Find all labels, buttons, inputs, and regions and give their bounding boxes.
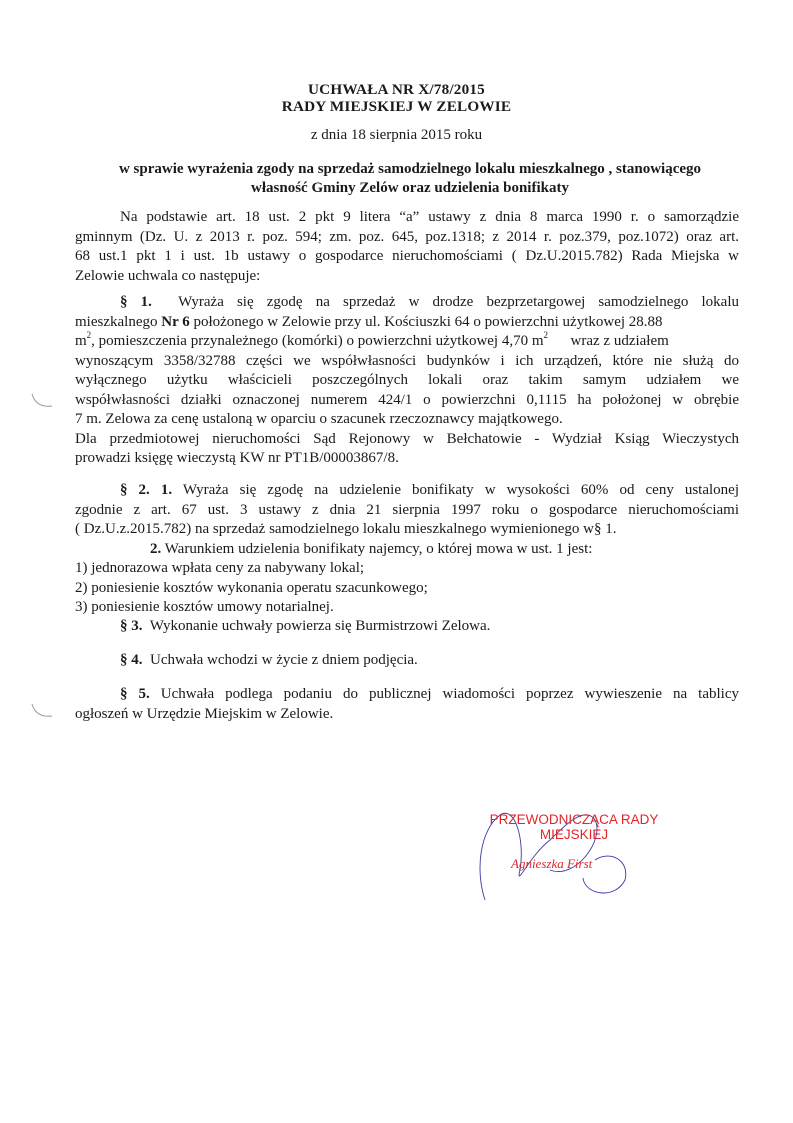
council-name: RADY MIEJSKIEJ W ZELOWIE xyxy=(281,98,512,115)
stamp-signatory-name: Agnieszka First xyxy=(511,856,593,871)
section-text: Wykonanie uchwały powierza się Burmistrzowi Zelowa. xyxy=(142,618,491,634)
section-mark: § 1. xyxy=(120,294,152,310)
condition-item: 3) poniesienie kosztów umowy notarialnej. xyxy=(75,599,334,615)
chairwoman-stamp xyxy=(474,812,674,871)
section-text: wynoszącym 3358/32788 części we współwłasności budynków i ich urządzeń, które nie służą do xyxy=(75,352,739,369)
stamp-line-2: MIEJSKIEJ xyxy=(539,827,609,842)
section-text: prowadzi księgę wieczystą KW nr PT1B/00003867/8. xyxy=(75,450,399,466)
section-text: Uchwała podlega podaniu do publicznej wiadomości poprzez wywieszenie na tablicy xyxy=(149,686,739,702)
section-text: ( Dz.U.z.2015.782) na sprzedaż samodzielnego lokalu mieszkalnego wymienionego w§ 1. xyxy=(75,521,617,537)
margin-mark xyxy=(28,390,58,415)
section-text: współwłasności działki oznaczonej numerem 424/1 o powierzchni 0,1115 ha położonej w obrębie xyxy=(75,391,739,408)
section-1 xyxy=(75,293,739,469)
section-5 xyxy=(75,685,739,724)
section-text: ogłoszeń w Urzędzie Miejskim w Zelowie. xyxy=(75,705,334,722)
section-mark: § 4. xyxy=(120,652,143,668)
section-mark: § 3. xyxy=(120,618,143,634)
apartment-number: Nr 6 xyxy=(161,313,190,330)
section-3 xyxy=(75,617,739,637)
section-text: 7 m. Zelowa za cenę ustaloną w oparciu o szacunek rzeczoznawcy majątkowego. xyxy=(75,411,563,427)
section-text: Wyraża się zgodę na udzielenie bonifikaty w wysokości 60% od ceny ustalonej xyxy=(182,482,740,498)
resolution-date: z dnia 18 sierpnia 2015 roku xyxy=(310,127,483,143)
superscript: 2 xyxy=(543,330,549,340)
stamp-line-1: PRZEWODNICZĄCA RADY xyxy=(489,812,659,827)
section-text: mieszkalnego xyxy=(75,313,162,330)
preamble-line: Zelowie uchwala co następuje: xyxy=(75,267,261,284)
section-mark: § 2. 1. xyxy=(120,482,173,498)
section-text: zgodnie z art. 67 ust. 3 ustawy z dnia 21 sierpnia 1997 roku o gospodarce nieruchomościami xyxy=(75,501,739,518)
section-text: m xyxy=(75,333,87,349)
preamble-line: Na podstawie art. 18 ust. 2 pkt 9 litera “a” ustawy z dnia 8 marca 1990 r. o samorządzie xyxy=(120,209,739,225)
superscript: 2 xyxy=(86,330,92,340)
preamble xyxy=(75,208,739,286)
section-2 xyxy=(75,481,739,618)
subject-line-1: w sprawie wyrażenia zgody na sprzedaż samodzielnego lokalu mieszkalnego , stanowiącego xyxy=(118,161,702,177)
preamble-line: gminnym (Dz. U. z 2013 r. poz. 594; zm. poz. 645, poz.1318; z 2014 r. poz.379, poz.1072) oraz art. xyxy=(75,228,739,245)
section-text: wyłącznego użytku właścicieli poszczególnych lokali oraz takim samym udziałem we xyxy=(75,372,739,388)
preamble-line: 68 ust.1 pkt 1 i ust. 1b ustawy o gospodarce nieruchomościami ( Dz.U.2015.782) Rada Miejska w xyxy=(75,248,739,264)
section-text: , pomieszczenia przynależnego (komórki) o powierzchni użytkowej 4,70 m xyxy=(91,333,544,349)
condition-item: 2) poniesienie kosztów wykonania operatu szacunkowego; xyxy=(75,579,428,596)
subject-line-2: własność Gminy Zelów oraz udzielenia bonifikaty xyxy=(251,180,569,196)
resolution-title: UCHWAŁA NR X/78/2015 xyxy=(308,81,485,98)
margin-mark xyxy=(28,700,58,725)
resolution-subject xyxy=(90,160,730,198)
section-text: wraz z udziałem xyxy=(548,333,669,349)
section-mark: § 5. xyxy=(120,686,150,702)
section-text: Warunkiem udzielenia bonifikaty najemcy, o której mowa w ust. 1 jest: xyxy=(161,540,593,557)
section-text: Wyraża się zgodę na sprzedaż w drodze bezprzetargowej samodzielnego lokalu xyxy=(178,294,740,310)
section-text: Dla przedmiotowej nieruchomości Sąd Rejonowy w Bełchatowie - Wydział Ksiąg Wieczystych xyxy=(75,430,739,447)
section-text: Uchwała wchodzi w życie z dniem podjęcia. xyxy=(142,652,418,668)
section-4 xyxy=(75,651,739,671)
condition-item: 1) jednorazowa wpłata ceny za nabywany lokal; xyxy=(75,560,365,576)
section-text: położonego w Zelowie przy ul. Kościuszki 64 o powierzchni użytkowej 28.88 xyxy=(189,313,663,330)
paragraph-mark: 2. xyxy=(150,540,162,557)
